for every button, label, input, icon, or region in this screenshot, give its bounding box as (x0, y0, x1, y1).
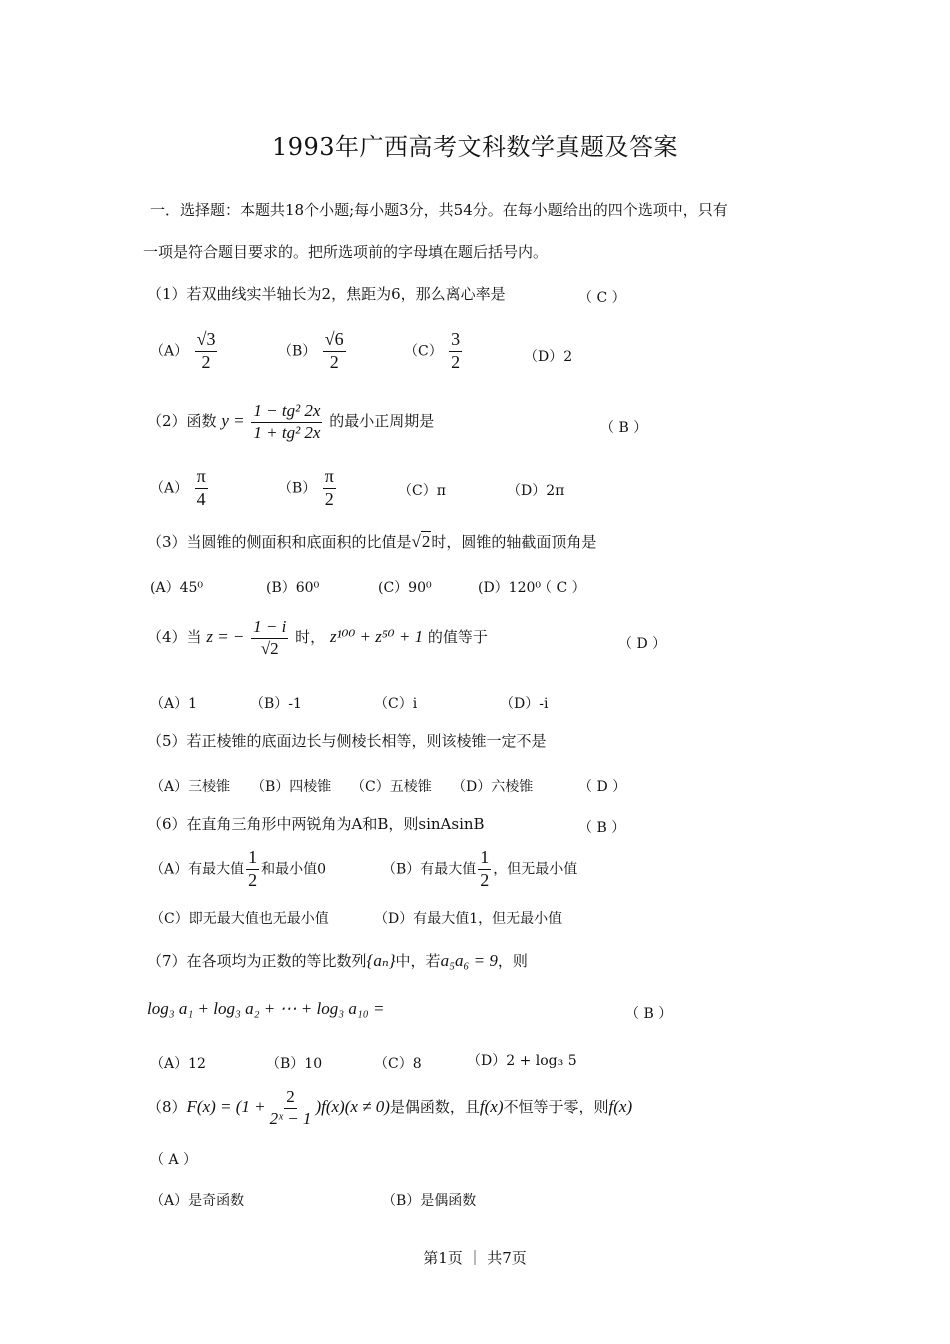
q1-stem: （1）若双曲线实半轴长为2，焦距为6，那么离心率是 (147, 285, 506, 303)
page-title: 1993年广西高考文科数学真题及答案 (271, 133, 679, 161)
q5-option-d: （D）六棱锥 (452, 779, 534, 795)
q6-answer: （ B ） (578, 820, 626, 836)
q4-option-a: （A）1 (150, 696, 198, 712)
q3-stem: （3）当圆锥的侧面积和底面积的比值是√2时，圆锥的轴截面顶角是 (147, 532, 597, 551)
q2-option-c: （C）π (398, 483, 446, 499)
q2-option-b: （B） $\frac{\pi}{2}$ (278, 466, 334, 509)
intro-line-1: 一．选择题：本题共18个小题;每小题3分，共54分。在每小题给出的四个选项中，只有 (150, 201, 728, 219)
q5-stem: （5）若正棱锥的底面边长与侧棱长相等，则该棱锥一定不是 (147, 732, 547, 750)
q4-option-d: （D）-i (500, 696, 549, 712)
q5-option-a: （A）三棱锥 (150, 779, 231, 795)
q2-stem: （2）函数 y = $\frac{\text{1 − tg² 2x}}{\text{1 + tg² 2x}}$ 的最小正周期是 (147, 401, 435, 442)
q2-answer: （ B ） (600, 420, 648, 436)
q6-option-c: （C）即无最大值也无最小值 (150, 911, 329, 927)
q5-option-b: （B）四棱锥 (251, 779, 332, 795)
q1-option-d: （D）2 (524, 349, 573, 365)
q3-option-c: (C）90⁰ (378, 580, 432, 596)
page-footer: 第1页 ｜ 共7页 (423, 1249, 527, 1267)
q3-option-a: (A）45⁰ (150, 580, 203, 596)
q3-answer: （ C ） (538, 580, 586, 596)
q7-option-a: （A）12 (150, 1056, 206, 1072)
q4-answer: （ D ） (618, 636, 667, 652)
q6-stem: （6）在直角三角形中两锐角为A和B，则sinAsinB (147, 815, 485, 833)
q1-option-b: （B） $\frac{√6}{2}$ (278, 329, 344, 372)
q6-option-b: （B）有最大值 $\frac{1}{2}$ ，但无最小值 (382, 847, 578, 890)
q4-option-b: （B）-1 (250, 696, 302, 712)
q8-answer: （ A ） (150, 1152, 198, 1168)
q2-option-d: （D）2π (507, 483, 565, 499)
intro-line-2: 一项是符合题目要求的。把所选项前的字母填在题后括号内。 (143, 243, 549, 261)
q8-option-b: （B）是偶函数 (382, 1193, 477, 1209)
q7-option-c: （C）8 (374, 1056, 422, 1072)
q7-stem: （7）在各项均为正数的等比数列{aₙ}中，若a₅a₆ = 9，则 (147, 951, 528, 970)
q3-option-b: (B）60⁰ (266, 580, 320, 596)
q7-answer: （ B ） (625, 1006, 673, 1022)
q8-option-a: （A）是奇函数 (150, 1193, 245, 1209)
q3-option-d: (D）120⁰ (478, 580, 542, 596)
q1-answer: （ C ） (578, 290, 626, 306)
q2-option-a: （A） $\frac{\pi}{4}$ (150, 466, 206, 509)
q7-option-b: （B）10 (266, 1056, 323, 1072)
q4-option-c: （C）i (374, 696, 418, 712)
q6-option-d: （D）有最大值1，但无最小值 (374, 911, 563, 927)
q5-answer: （ D ） (578, 779, 627, 795)
q8-stem: （8）F(x) = (1 + $\frac{2}{\text{2ˣ − 1}}$ )f(x)(x ≠ 0)是偶函数，且f(x)不恒等于零，则f(x) (147, 1087, 633, 1128)
q1-option-c: （C） $\frac{3}{2}$ (404, 329, 461, 372)
q6-option-a: （A）有最大值 $\frac{1}{2}$ 和最小值0 (150, 847, 327, 890)
q7-expression: log₃ a₁ + log₃ a₂ + ⋯ + log₃ a₁₀ = (147, 999, 385, 1018)
q5-option-c: （C）五棱锥 (351, 779, 432, 795)
q1-option-a: （A） $\frac{√3}{2}$ (150, 329, 216, 372)
q4-stem: （4）当 z = − $\frac{1 - i}{√2}$ 时， z¹⁰⁰ + z⁵⁰ + 1 的值等于 (147, 617, 488, 658)
q7-option-d: （D）2 + log₃ 5 (467, 1053, 577, 1069)
